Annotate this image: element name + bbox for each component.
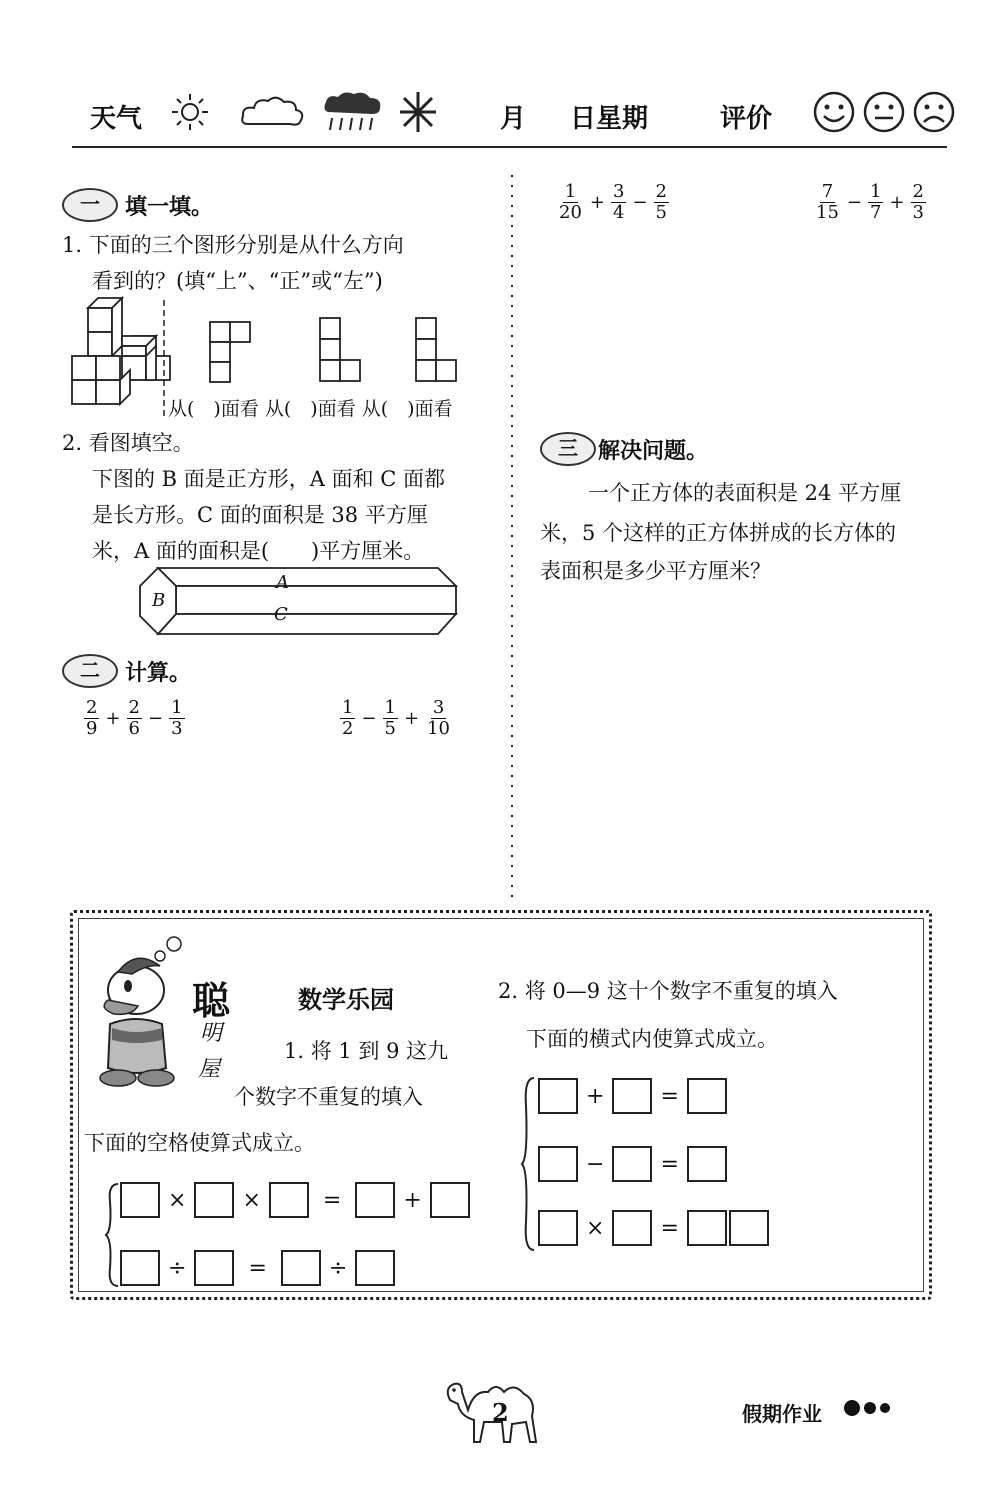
section-number: 二 <box>62 654 118 688</box>
equation-row-2: ÷ = ÷ <box>120 1250 395 1286</box>
question-2-line3: 是长方形。C 面的面积是 38 平方厘 <box>92 503 428 527</box>
section-title: 填一填。 <box>125 195 214 220</box>
calc-expression-4: 7 15 − $\frac{1}{7}$ + $\frac{2}{3}$ <box>816 181 924 223</box>
weather-label: 天气 <box>90 104 143 134</box>
puzzle-2-line2: 下面的横式内使算式成立。 <box>526 1027 778 1051</box>
problem-line2: 米，5 个这样的正方体拼成的长方体的 <box>540 521 897 545</box>
question-1-line1: 1. 下面的三个图形分别是从什么方向 <box>62 233 404 257</box>
rating-label: 评价 <box>720 104 773 134</box>
sad-face-icon <box>912 90 956 134</box>
puzzle-2-line1: 2. 将 0—9 这十个数字不重复的填入 <box>498 979 838 1003</box>
side-char-1: 聪 <box>192 979 231 1023</box>
view-direction-answers: 从( )面看 从( )面看 从( )面看 <box>168 398 453 420</box>
answer-box[interactable] <box>194 1250 234 1286</box>
neutral-face-icon <box>862 90 906 134</box>
face-label-a: A <box>276 572 289 593</box>
equation-row-3: + = <box>538 1078 727 1114</box>
puzzle-1-line3: 下面的空格使算式成立。 <box>84 1131 315 1155</box>
page-number: 2 <box>492 1398 509 1427</box>
question-1-line2: 看到的？(填“上”、“正”或“左”) <box>92 269 383 293</box>
question-2-line2: 下图的 B 面是正方形，A 面和 C 面都 <box>92 467 446 491</box>
answer-box[interactable] <box>612 1210 652 1246</box>
answer-box[interactable] <box>430 1182 470 1218</box>
answer-box[interactable] <box>729 1210 769 1246</box>
answer-box[interactable] <box>612 1146 652 1182</box>
month-label: 月 <box>500 104 527 134</box>
calc-expression-3: 1 20 + $\frac{3}{4}$ − $\frac{2}{5}$ <box>559 181 667 223</box>
answer-box[interactable] <box>612 1078 652 1114</box>
puzzle-1-line1: 1. 将 1 到 9 这九 <box>284 1039 449 1063</box>
answer-box[interactable] <box>355 1182 395 1218</box>
column-divider <box>505 175 519 905</box>
series-title: 假期作业 <box>742 1402 822 1426</box>
answer-box[interactable] <box>269 1182 309 1218</box>
header-rule <box>72 146 947 148</box>
equation-row-1: × × = + <box>120 1182 470 1218</box>
problem-line1: 一个正方体的表面积是 24 平方厘 <box>588 481 902 505</box>
question-2-line1: 2. 看图填空。 <box>62 431 194 455</box>
section-number: 一 <box>62 188 118 222</box>
answer-box[interactable] <box>538 1210 578 1246</box>
cloud-icon <box>240 94 306 130</box>
smile-face-icon <box>812 90 856 134</box>
answer-box[interactable] <box>194 1182 234 1218</box>
calc-expression-2: 1 2 − $\frac{1}{5}$ + $\frac{3}{10}$ <box>342 697 450 739</box>
brace <box>104 1182 120 1288</box>
answer-box[interactable] <box>538 1146 578 1182</box>
answer-box[interactable] <box>120 1182 160 1218</box>
garden-title: 数学乐园 <box>298 986 394 1014</box>
answer-box[interactable] <box>687 1078 727 1114</box>
answer-box[interactable] <box>538 1078 578 1114</box>
answer-box[interactable] <box>355 1250 395 1286</box>
brace <box>520 1076 536 1252</box>
equation-row-5: × = <box>538 1210 769 1246</box>
cuboid-figure <box>138 562 458 640</box>
side-char-3: 屋 <box>198 1057 221 1082</box>
answer-box[interactable] <box>281 1250 321 1286</box>
side-char-2: 明 <box>200 1021 223 1046</box>
question-2-line4: 米，A 面的面积是( )平方厘米。 <box>92 539 425 563</box>
answer-box[interactable] <box>687 1210 727 1246</box>
answer-box[interactable] <box>687 1146 727 1182</box>
face-label-c: C <box>274 604 288 625</box>
section-title: 计算。 <box>125 661 192 686</box>
problem-line3: 表面积是多少平方厘米？ <box>540 559 771 583</box>
sun-icon <box>170 92 210 132</box>
section-number: 三 <box>540 432 596 466</box>
rain-cloud-icon <box>322 90 384 134</box>
series-dots <box>844 1400 890 1416</box>
calc-expression-1: 2 9 + $\frac{2}{6}$ − $\frac{1}{3}$ <box>86 697 183 739</box>
snowflake-icon <box>398 90 438 134</box>
face-label-b: B <box>152 590 166 611</box>
day-week-label: 日星期 <box>570 104 649 134</box>
section-title: 解决问题。 <box>598 439 709 464</box>
answer-box[interactable] <box>120 1250 160 1286</box>
puzzle-1-line2: 个数字不重复的填入 <box>234 1085 423 1109</box>
equation-row-4: − = <box>538 1146 727 1182</box>
duck-mascot-icon <box>88 928 188 1098</box>
